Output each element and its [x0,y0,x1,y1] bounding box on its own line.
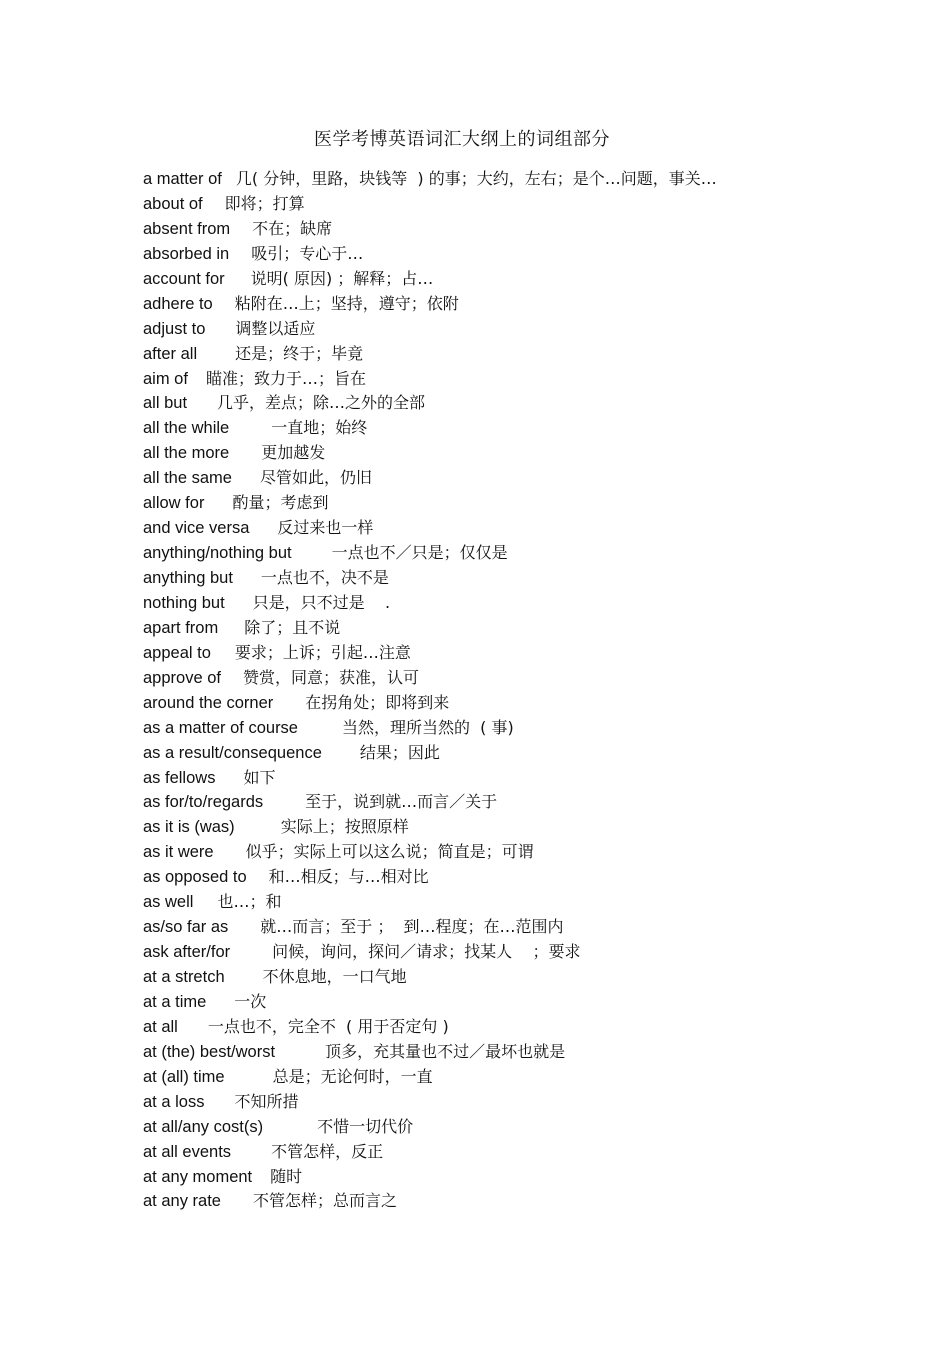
phrase-text: as/so far as [143,918,229,937]
list-item [143,790,903,815]
list-item [143,815,903,840]
list-item [143,167,903,192]
phrase-text: absent from [143,219,231,238]
phrase-text: aim of [143,369,188,388]
meaning-text: 就…而言；至于 ； 到…程度；在…范围内 [260,917,564,937]
meaning-text: 也…；和 [217,892,282,912]
list-item [143,716,903,741]
list-item [143,865,903,890]
meaning-text: 尽管如此，仍旧 [259,468,372,488]
list-item [143,466,903,491]
meaning-text: 赞赏，同意；获准，认可 [242,667,419,687]
list-item [143,566,903,591]
phrase-text: approve of [143,668,221,687]
phrase-text: at all/any cost(s) [143,1117,264,1136]
list-item [143,591,903,616]
phrase-text: as opposed to [143,868,247,887]
list-item [143,367,903,392]
meaning-text: 一次 [234,991,267,1011]
meaning-text: 还是；终于；毕竟 [235,343,364,363]
phrase-text: nothing but [143,593,225,612]
phrase-text: about of [143,194,203,213]
phrase-text: as well [143,893,194,912]
list-item [143,416,903,441]
list-item [143,666,903,691]
list-item [143,1040,903,1065]
phrase-text: allow for [143,494,205,513]
meaning-text: 更加越发 [261,443,326,463]
phrase-text: ask after/for [143,943,231,962]
meaning-text: 只是，只不过是 . [252,592,391,612]
phrase-text: as a result/consequence [143,743,322,762]
phrase-text: adhere to [143,294,213,313]
phrase-text: adjust to [143,319,206,338]
list-item [143,541,903,566]
meaning-text: 在拐角处；即将到来 [305,692,450,712]
list-item [143,616,903,641]
phrase-text: at any rate [143,1192,221,1211]
phrase-text: a matter of [143,170,222,188]
list-item [143,741,903,766]
phrase-text: at (the) best/worst [143,1042,276,1061]
phrase-text: all the more [143,444,230,463]
list-item [143,217,903,242]
list-item [143,890,903,915]
list-item [143,990,903,1015]
phrase-text: after all [143,344,198,363]
phrase-text: and vice versa [143,519,250,538]
phrase-list [143,167,903,1214]
meaning-text: 随时 [270,1166,303,1186]
phrase-text: at (all) time [143,1067,225,1086]
list-item [143,1090,903,1115]
meaning-text: 几乎，差点；除…之外的全部 [217,393,426,413]
meaning-text: 不知所措 [234,1091,299,1111]
phrase-text: as it were [143,843,214,862]
meaning-text: 结果；因此 [359,742,440,762]
phrase-text: at a time [143,992,207,1011]
phrase-text: as for/to/regards [143,793,264,812]
meaning-text: 几( 分钟，里路，块钱等 ) 的事；大约，左右；是个…问题，事关… [235,169,717,188]
phrase-text: at a stretch [143,968,225,986]
phrase-text: as a matter of course [143,718,298,737]
list-item [143,491,903,516]
list-item [143,342,903,367]
list-item [143,1165,903,1190]
meaning-text: 实际上；按照原样 [280,817,409,837]
meaning-text: 和…相反；与…相对比 [268,867,429,887]
meaning-text: 一点也不／只是；仅仅是 [331,543,508,563]
list-item [143,441,903,466]
phrase-text: as fellows [143,768,216,787]
phrase-text: anything/nothing but [143,544,292,563]
meaning-text: 似乎；实际上可以这么说；简直是；可谓 [245,842,534,862]
meaning-text: 一点也不，完全不 ( 用于否定句 ) [207,1016,449,1036]
meaning-text: 调整以适应 [235,318,316,338]
phrase-text: all the while [143,419,230,438]
meaning-text: 反过来也一样 [277,518,374,538]
list-item [143,516,903,541]
list-item [143,915,903,940]
meaning-text: 酌量；考虑到 [232,493,329,513]
list-item [143,1189,903,1214]
list-item [143,691,903,716]
phrase-text: at a loss [143,1092,205,1111]
meaning-text: 说明( 原因) ；解释；占… [250,268,434,288]
phrase-text: anything but [143,569,233,587]
meaning-text: 瞄准；致力于…；旨在 [205,368,366,388]
phrase-text: apart from [143,618,219,637]
list-item [143,1140,903,1165]
meaning-text: 不惜一切代价 [317,1116,414,1136]
list-item [143,1065,903,1090]
meaning-text: 要求；上诉；引起…注意 [234,642,411,662]
meaning-text: 当然，理所当然的 ( 事) [342,717,514,737]
phrase-text: account for [143,269,225,288]
list-item [143,840,903,865]
list-item [143,242,903,267]
list-item [143,1015,903,1040]
phrase-text: as it is (was) [143,818,235,837]
meaning-text: 不休息地，一口气地 [262,967,407,986]
meaning-text: 不管怎样，反正 [271,1141,384,1161]
meaning-text: 问候，询问，探问／请求；找某人 ；要求 [272,942,581,962]
list-item [143,292,903,317]
meaning-text: 即将；打算 [224,193,305,213]
meaning-text: 不管怎样；总而言之 [252,1191,397,1211]
phrase-text: at all events [143,1142,232,1161]
phrase-text: all the same [143,469,232,488]
list-item [143,965,903,990]
meaning-text: 如下 [243,767,276,787]
list-item [143,267,903,292]
list-item [143,766,903,791]
meaning-text: 至于，说到就…而言／关于 [305,792,498,812]
page-title: 医学考博英语词汇大纲上的词组部分 [314,129,610,150]
meaning-text: 顶多，充其量也不过／最坏也就是 [325,1041,566,1061]
meaning-text: 粘附在…上；坚持，遵守；依附 [234,293,459,313]
list-item [143,391,903,416]
list-item [143,641,903,666]
list-item [143,940,903,965]
phrase-text: all but [143,394,188,413]
list-item [143,1115,903,1140]
meaning-text: 不在；缺席 [252,218,333,238]
list-item [143,192,903,217]
meaning-text: 一点也不，决不是 [260,568,389,587]
phrase-text: at all [143,1017,178,1036]
meaning-text: 一直地；始终 [271,418,368,438]
phrase-text: around the corner [143,693,274,712]
meaning-text: 总是；无论何时，一直 [272,1066,433,1086]
phrase-text: appeal to [143,643,211,662]
list-item [143,317,903,342]
meaning-text: 除了；且不说 [244,617,341,637]
meaning-text: 吸引；专心于… [251,243,364,263]
phrase-text: absorbed in [143,244,230,263]
phrase-text: at any moment [143,1167,253,1186]
